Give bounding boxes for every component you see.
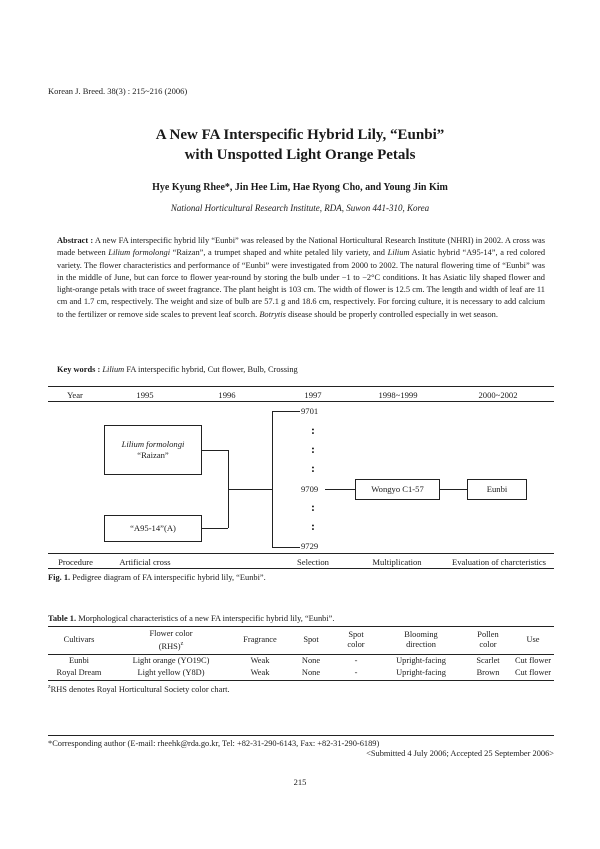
affiliation: National Horticultural Research Institute, RDA, Suwon 441-310, Korea [170, 203, 430, 213]
selection-9729: 9729 [301, 541, 319, 551]
figure-caption [48, 573, 266, 582]
submission-dates: <Submitted 4 July 2006; Accepted 25 September 2006> [366, 749, 554, 758]
cell: - [334, 667, 378, 681]
result-box [467, 479, 527, 500]
connector-parent2 [202, 528, 228, 529]
footer-procedure: Procedure [58, 557, 93, 567]
footnote-marker: z [48, 684, 51, 690]
result-name: Eunbi [486, 484, 508, 494]
figure-caption-label: Fig. 1. [48, 573, 71, 582]
cell: Eunbi [68, 655, 89, 665]
cell: Weak [232, 667, 288, 681]
abstract [57, 235, 545, 321]
abstract-text-2: “Raizan”, a trumpet shaped and white petaled lily variety, and [172, 248, 385, 258]
parent2-box [104, 515, 202, 542]
multiplication-box [355, 479, 440, 500]
cell: None [301, 655, 321, 665]
table-header-row [48, 627, 554, 655]
footer-multiplication: Multiplication [372, 557, 422, 567]
ellipsis-2: : [311, 442, 315, 456]
selection-tick-top [272, 411, 300, 412]
selection-tick-bottom [272, 547, 300, 548]
connector-to-selection [228, 489, 272, 490]
title-line-1: A New FA Interspecific Hybrid Lily, “Eunbi” [155, 127, 445, 143]
figure-caption-text: Pedigree diagram of FA interspecific hybrid lily, “Eunbi”. [72, 573, 266, 582]
keywords [57, 365, 298, 374]
cell: Light yellow (Y8D) [110, 667, 232, 681]
header-1996: 1996 [218, 390, 236, 400]
keywords-text: FA interspecific hybrid, Cut flower, Bulb, Crossing [126, 365, 298, 374]
col-cultivars: Cultivars [48, 627, 110, 655]
cell: Brown [464, 667, 512, 681]
table-caption-label: Table 1. [48, 614, 77, 623]
footer-artificial-cross: Artificial cross [119, 557, 171, 567]
selection-9709: 9709 [301, 484, 319, 494]
table-row [48, 654, 554, 667]
page-number: 215 [293, 777, 307, 787]
cell: None [288, 667, 334, 681]
cell: Upright-facing [378, 667, 464, 681]
abstract-italic-1: Lilium formolongi [108, 248, 171, 258]
cell: Cut flower [512, 667, 554, 681]
table-row [48, 667, 554, 681]
keywords-italic: Lilium [102, 365, 125, 374]
ellipsis-4: : [311, 500, 315, 514]
parent2-name: “A95-14”(A) [130, 523, 176, 533]
header-1998-1999: 1998~1999 [378, 390, 418, 400]
abstract-italic-2: Lilium [387, 248, 410, 258]
col-spot-color: Spot color [334, 627, 378, 655]
header-1997: 1997 [304, 390, 322, 400]
pedigree-header-rule [48, 401, 554, 402]
cell: - [354, 655, 358, 665]
pedigree-top-rule [48, 386, 554, 387]
ellipsis-5: : [311, 519, 315, 533]
selection-bracket [272, 411, 273, 547]
abstract-text-3: Asiatic hybrid “A95-14”, a red colored variety. The flower characteristics and performance of “Eunbi” were investigated from 2000 to 2002. The natural flowering time of “Eunbi” was in the middle of June, but can force to flower year-round by storing the bulb under −1 to −2°C conditions. It has Asiatic lily shaped flower and light-orange petals with trace of sweet fragrance. The plant height is 103 cm. The width of flower is 12.5 cm. The length and width of leaf are 11 cm and 1.7 cm, respectively. The weight and size of bulb are 57.1 g and 18.6 cm, respectively. For forcing culture, it is necessary to add calcium to the fertilizer or remove side scales to prevent leaf scorch. [57, 248, 546, 319]
authors: Hye Kyung Rhee*, Jin Hee Lim, Hae Ryong Cho, and Young Jin Kim [152, 182, 448, 193]
footnote-text: RHS denotes Royal Horticultural Society color chart. [50, 684, 230, 694]
header-1995: 1995 [136, 390, 154, 400]
abstract-italic-3: Botrytis [259, 309, 286, 319]
morphology-table [48, 626, 554, 681]
corresponding-author: *Corresponding author (E-mail: rheehk@rda.go.kr, Tel: +82-31-290-6143, Fax: +82-31-290-6189) [48, 739, 380, 748]
table-caption-text: Morphological characteristics of a new FA interspecific hybrid lily, “Eunbi”. [78, 614, 335, 623]
title-line-2: with Unspotted Light Orange Petals [184, 147, 416, 163]
abstract-label: Abstract : [57, 236, 94, 245]
cell: Royal Dream [48, 667, 110, 681]
cell: Weak [250, 655, 270, 665]
pedigree-bottom-rule [48, 568, 554, 569]
col-fragrance: Fragrance [232, 627, 288, 655]
connector-to-result [440, 489, 467, 490]
journal-citation: Korean J. Breed. 38(3) : 215~216 (2006) [48, 86, 188, 96]
footnote-separator [48, 735, 554, 736]
pedigree-footer-rule [48, 553, 554, 554]
ellipsis-1: : [311, 423, 315, 437]
col-spot: Spot [288, 627, 334, 655]
header-year: Year [67, 390, 83, 400]
cell: Scarlet [476, 655, 500, 665]
col-blooming-direction: Blooming direction [378, 627, 464, 655]
abstract-text-4: disease should be properly controlled especially in wet season. [287, 309, 498, 319]
multiplication-name: Wongyo C1-57 [371, 484, 424, 494]
selection-9701: 9701 [301, 406, 319, 416]
col-use: Use [512, 627, 554, 655]
table-caption [48, 614, 334, 623]
col-flower-color: Flower color (RHS)$^z$ [110, 627, 232, 655]
header-2000-2002: 2000~2002 [478, 390, 518, 400]
table-footnote [48, 684, 230, 694]
keywords-label: Key words : [57, 365, 101, 374]
footer-selection: Selection [297, 557, 329, 567]
connector-parent1 [202, 450, 228, 451]
cell: Cut flower [514, 655, 552, 665]
abstract-text-1: A new FA interspecific hybrid lily “Eunbi” was released by the National Horticultural Research Institute (NHRI) in 2002. A cross was made between [57, 236, 545, 258]
cell: Light orange (YO19C) [132, 655, 210, 665]
parent1-name: “Raizan” [137, 450, 169, 460]
parent1-species: Lilium formolongi [121, 439, 185, 449]
footer-evaluation: Evaluation of charcteristics [451, 557, 546, 567]
cell: Upright-facing [396, 655, 446, 665]
ellipsis-3: : [311, 461, 315, 475]
col-pollen-color: Pollen color [464, 627, 512, 655]
parent1-box [104, 425, 202, 475]
connector-to-multiplication [325, 489, 355, 490]
